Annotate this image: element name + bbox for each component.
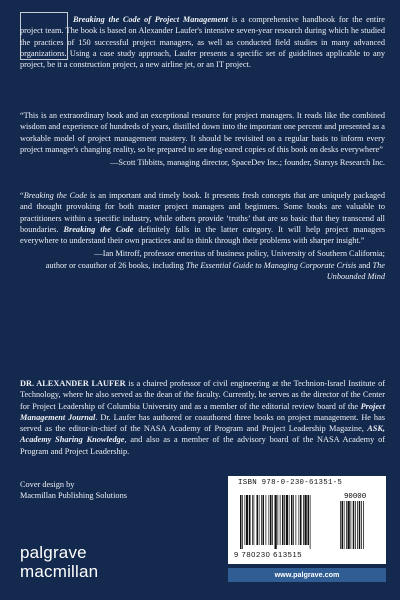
- barcode-addon-bar: [361, 501, 362, 549]
- endorsement-1-text: “This is an extraordinary book and an exceptional resource for project managers. It reads like the combined wisdom and experience of hundreds of years, distilled down into the important one percent and presented as a workable model of project management mastery. It should be revisited on a regular basis to inform every project manager's changing reality, so be prepared to see dog-eared copies of this book on desks everywhere”: [20, 111, 385, 154]
- barcode-addon-bar: [340, 501, 341, 549]
- barcode-bar: [249, 495, 251, 545]
- barcode-bar: [272, 495, 273, 545]
- barcode-digits: 9 780230 613515: [234, 550, 303, 559]
- barcode-bar: [293, 495, 294, 545]
- barcode-addon-bar: [353, 501, 355, 549]
- barcode-bar: [266, 495, 267, 545]
- barcode-bar: [259, 495, 260, 545]
- magazine-name: ASK, Academy Sharing Knowledge: [20, 424, 385, 445]
- barcode-bar: [269, 495, 270, 545]
- barcode-bar: [263, 495, 265, 545]
- barcode-bar: [245, 495, 246, 545]
- endorsement-2: [20, 190, 385, 282]
- barcode-bar: [270, 495, 272, 545]
- endorsement-2-attribution: —Ian Mitroff, professor emeritus of business policy, University of Southern California; author or coauthor of 26 books, including The Essential Guide to Managing Corporate Crisis and The Unbounded Mind: [45, 249, 385, 281]
- author-bio: DR. ALEXANDER LAUFER is a chaired professor of civil engineering at the Technion-Israel Institute of Technology, where he also served as the dean of the faculty. Currently, he serves as the director of the Center for Project Leadership of Columbia University and as a member of the editorial review board of the Project Management Journal. Dr. Laufer has authored or coauthored three books on project management. He has served as the editor-in-chief of the NASA Academy of Program and Project Leadership Magazine, ASK, Academy Sharing Knowledge, and also as a member of the advisory board of the NASA Academy of Program and Project Leadership.: [20, 379, 385, 456]
- barcode-bar: [242, 495, 243, 549]
- barcode-addon-bar: [355, 501, 356, 549]
- barcode-bar: [305, 495, 307, 545]
- barcode-bar: [289, 495, 290, 545]
- barcode-bar: [278, 495, 279, 545]
- barcode-bar: [300, 495, 302, 545]
- barcode-addon-bar: [357, 501, 358, 549]
- barcode-bar: [252, 495, 253, 545]
- barcode-bar: [299, 495, 300, 545]
- barcode-bar: [291, 495, 293, 545]
- publisher-url: www.palgrave.com: [228, 568, 386, 582]
- barcode-addon-bar: [363, 501, 364, 549]
- barcode-bar: [296, 495, 297, 545]
- barcode-bar: [282, 495, 284, 545]
- book-description-text: is a comprehensive handbook for the entire project team. The book is based on Alexander Laufer's intensive seven-year research during which he studied the practices of 150 successful project managers, as well as conducted field studies in many advanced organizations. Using a case study approach, Laufer presents a specific set of guidelines applicable to any project, be it a construction project, a new airline jet, or an IT project.: [20, 15, 385, 70]
- endorsement-2-text: “Breaking the Code is an important and timely book. It presents fresh concepts that are uniquely packaged and thought provoking for both master project managers and beginners. Some books are valuable to practitioners within a specific industry, while others provide ‘truths’ that are so basic that they transcend all boundaries. Breaking the Code definitely falls in the latter category. It will help project managers everywhere to understand their own practices and to think through their problems with sharper insight.”: [20, 191, 386, 246]
- book-description: [20, 14, 385, 70]
- barcode-bar: [261, 495, 262, 545]
- endorsement-1: [20, 110, 385, 168]
- barcode-bar: [286, 495, 288, 545]
- endorsement-2-title-bold: Breaking the Code: [63, 224, 134, 234]
- barcode-bar: [275, 495, 277, 549]
- endorsement-2-title: Breaking the Code: [23, 191, 88, 200]
- barcode-bar: [310, 495, 311, 549]
- publisher-line-1: palgrave: [20, 543, 87, 562]
- barcode-bar: [308, 495, 310, 545]
- barcode-addon-bar: [344, 501, 345, 549]
- barcode-addon-bar: [342, 501, 344, 549]
- cover-credits: [20, 479, 190, 502]
- barcode-addon-bar: [346, 501, 347, 549]
- barcode-addon-bar: [351, 501, 352, 549]
- barcode-bar: [246, 495, 248, 545]
- barcode-addon-bar: [348, 501, 350, 549]
- barcode-addon-bar: [359, 501, 361, 549]
- barcode-bar: [280, 495, 281, 545]
- endorsement-1-attribution: —Scott Tibbitts, managing director, SpaceDev Inc.; founder, Starsys Research Inc.: [110, 158, 385, 168]
- barcode-image: [240, 487, 376, 549]
- book-title: Breaking the Code of Project Management: [73, 15, 229, 24]
- author-name: DR. ALEXANDER LAUFER: [20, 379, 126, 388]
- barcode-bar: [284, 495, 285, 545]
- credits-line-2: Macmillan Publishing Solutions: [20, 491, 127, 501]
- barcode-bar: [303, 495, 304, 545]
- barcode-bar: [240, 495, 242, 549]
- barcode-bar: [254, 495, 255, 545]
- book-ref-2: The Unbounded Mind: [326, 260, 385, 281]
- barcode-bar: [257, 495, 259, 545]
- barcode-panel: [228, 476, 386, 564]
- publisher-line-2: macmillan: [20, 562, 99, 581]
- publisher-logo: [20, 544, 98, 580]
- isbn-label: ISBN 978-0-230-61351-5: [238, 479, 343, 487]
- journal-name: Project Management Journal: [20, 401, 385, 422]
- barcode-price-code: 90000: [344, 493, 367, 501]
- book-ref-1: The Essential Guide to Managing Corporate Crisis: [185, 260, 357, 270]
- credits-line-1: Cover design by: [20, 480, 75, 489]
